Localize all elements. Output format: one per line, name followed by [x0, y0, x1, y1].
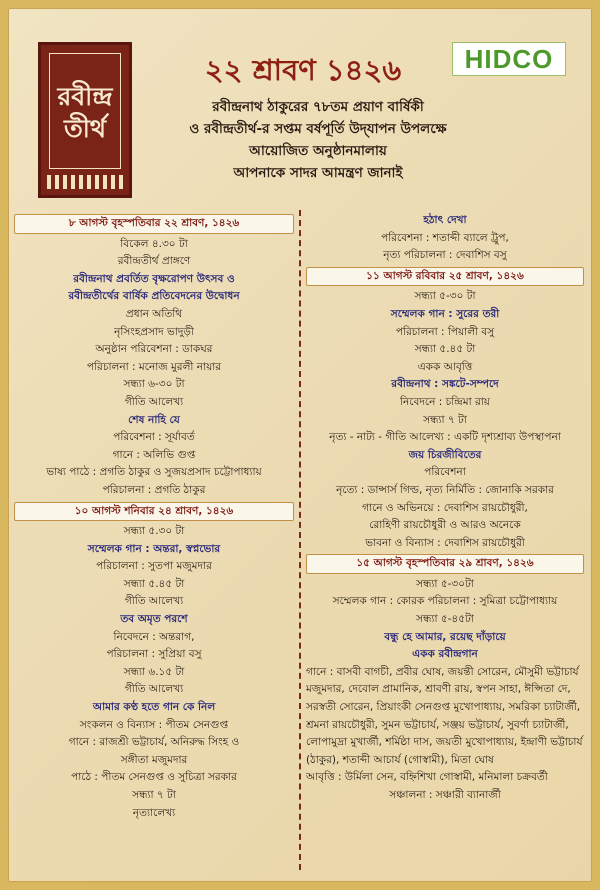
program-line: সন্ধ্যা ৬-৩০ টা	[123, 378, 185, 391]
program-line: সম্মেলক গান : কোরক পরিচালনা : সুমিত্রা চট্টোপাধ্যায়	[332, 595, 558, 608]
program-column-right	[306, 212, 584, 805]
program-line: রোহিণী রায়চৌধুরী ও আরও অনেকে	[369, 519, 521, 532]
program-line: নৃত্য পরিচালনা : দেবাশিস বসু	[383, 249, 507, 262]
intro-line: রবীন্দ্রনাথ ঠাকুরের ৭৮তম প্রয়াণ বার্ষিকী	[212, 99, 424, 115]
intro-line: ও রবীন্দ্রতীর্থ-র সপ্তম বর্ষপূর্তি উদ্‌যাপন উপলক্ষে	[189, 121, 447, 137]
date-band: ১১ আগস্ট রবিবার ২৫ শ্রাবণ, ১৪২৬	[306, 267, 584, 287]
program-line: পাঠে : পীতম সেনগুপ্ত ও সুচিত্রা সরকার	[71, 771, 237, 784]
program-line: পরিচালনা : পিয়ালী বসু	[395, 325, 495, 338]
date-band: ১০ আগস্ট শনিবার ২৪ শ্রাবণ, ১৪২৬	[14, 502, 294, 522]
program-line: সঙ্গীতা মজুমদার	[120, 753, 188, 766]
program-line: প্রধান অতিথি	[125, 307, 183, 320]
rabindratirtha-logo	[38, 42, 132, 198]
logo-text	[49, 53, 121, 169]
event-heading: হঠাৎ দেখা	[423, 214, 467, 226]
event-heading: রবীন্দ্রনাথ প্রবর্তিত বৃক্ষরোপণ উৎসব ও	[73, 272, 235, 285]
event-heading: সম্মেলক গান : অন্তরা, স্বপ্নভোর	[87, 542, 221, 555]
program-line: নৃত্যালেখ্য	[132, 806, 176, 819]
event-heading: সম্মেলক গান : সুরের তরী	[390, 307, 500, 320]
program-line: ভাবনা ও বিন্যাস : দেবাশিস রায়চৌধুরী	[365, 536, 525, 549]
program-line: সন্ধ্যা ৫-৪৫টা	[416, 613, 474, 626]
program-line: সন্ধ্যা ৫-৩০টা	[416, 577, 474, 590]
sponsor-logo: HIDCO	[452, 42, 566, 76]
program-line: সন্ধ্যা ৬.১৫ টা	[123, 665, 185, 678]
program-line: নৃত্যে : ডান্সার্স গিল্ড, নৃত্য নির্মিতি : জোনাকি সরকার	[336, 483, 554, 496]
program-line: নিবেদনে : অন্তরাগ,	[113, 630, 195, 643]
event-heading: তব অমৃত পরশে	[120, 613, 188, 626]
program-line: সন্ধ্যা ৭ টা	[132, 789, 176, 801]
event-heading: রবীন্দ্রতীর্থের বার্ষিক প্রতিবেদনের উদ্বোধন	[68, 290, 240, 303]
program-line: নিবেদনে : চন্দ্রিমা রায়	[400, 395, 490, 408]
event-heading: একক রবীন্দ্রগান	[412, 648, 478, 661]
logo-pattern-band	[47, 175, 123, 189]
program-line: ভাষ্য পাঠে : প্রগতি ঠাকুর ও সুজয়প্রসাদ চট্টোপাধ্যায়	[46, 466, 262, 479]
intro-text	[158, 96, 478, 184]
program-line: পরিবেশনা	[424, 466, 466, 479]
program-line: সন্ধ্যা ৫-৩০ টা	[414, 290, 476, 303]
program-line: পরিচালনা : প্রগতি ঠাকুর	[102, 483, 206, 496]
program-line: সন্ধ্যা ৫.৩০ টা	[123, 525, 185, 538]
program-line: পরিচালনা : সুতপা মজুমদার	[96, 560, 212, 573]
program-line: গানে ও অভিনয়ে : দেবাশিস রায়চৌধুরী,	[362, 501, 528, 514]
program-line: রবীন্দ্রতীর্থ প্রাঙ্গণে	[117, 255, 191, 268]
column-divider	[299, 210, 301, 870]
program-line: অনুষ্ঠান পরিবেশনা : ডাকঘর	[95, 343, 213, 356]
program-line: সঞ্চালনা : সঞ্চারী ব্যানার্জী	[389, 789, 501, 801]
program-line: সন্ধ্যা ৫.৪৫ টা	[414, 343, 476, 356]
event-heading: বন্ধু হে আমার, রয়েছ দাঁড়ায়ে	[384, 630, 506, 643]
event-heading: আমার কণ্ঠ হতে গান কে নিল	[92, 701, 216, 714]
program-column-left	[14, 212, 294, 822]
performer-list: আবৃত্তি : উর্মিলা সেন, বহ্নিশিখা গোস্বামী, মনিমালা চক্রবর্তী	[306, 771, 548, 784]
program-line: পরিবেশনা : শতাব্দী ব্যালে ট্রুপ,	[381, 231, 509, 244]
performer-list: গানে : বাসবী বাগচী, প্রবীর ঘোষ, জয়ন্তী সোরেন, মৌসুমী ভট্টাচার্য মজুমদার, দেবোল প্রামানিক, শ্রাবণী রায়, স্বপন সাহা, ঈপ্সিতা দে, সরস্বতী সোরেন, প্রিয়াংকী সেনগুপ্ত মুখোপাধ্যায়, সমরিকা চ্যাটার্জী, শ্রমনা রায়চৌধুরী, সুমন ভট্টাচার্য, সঞ্জয় ভট্টাচার্য, সুবর্ণা চ্যাটার্জী, লোপামুদ্রা মুখার্জী, শর্মিষ্ঠা দাস, জয়তী মুখোপাধ্যায়, ইন্দ্রাণী ভট্টাচার্য (ঠাকুর), শতাব্দী আচার্য (গোস্বামী), মিতা ঘোষ	[306, 665, 583, 766]
logo-text-line2: তীর্থ	[63, 114, 107, 143]
program-line: সন্ধ্যা ৫.৪৫ টা	[123, 577, 185, 590]
event-heading: শেষ নাহি যে	[128, 413, 180, 426]
program-line: পরিচালনা : মনোজ মুরলী নায়ার	[86, 360, 222, 373]
program-line: পরিচালনা : সুপ্রিয়া বসু	[106, 648, 202, 661]
program-line: গীতি আলেখ্য	[124, 395, 184, 408]
program-line: গীতি আলেখ্য	[124, 595, 184, 608]
program-line: গীতি আলেখ্য	[124, 683, 184, 696]
intro-line: আপনাকে সাদর আমন্ত্রণ জানাই	[233, 165, 403, 181]
date-band: ৮ আগস্ট বৃহস্পতিবার ২২ শ্রাবণ, ১৪২৬	[14, 214, 294, 234]
program-line: সন্ধ্যা ৭ টা	[423, 413, 467, 426]
date-band: ১৫ আগস্ট বৃহস্পতিবার ২৯ শ্রাবণ, ১৪২৬	[306, 554, 584, 574]
program-line: পরিবেশনা : সূর্যাবর্ত	[113, 431, 195, 444]
event-heading: রবীন্দ্রনাথ : সঙ্কটে-সম্পদে	[391, 378, 499, 391]
logo-text-line1: রবীন্দ্র	[57, 81, 113, 111]
header	[8, 8, 592, 208]
program-line: গানে : অলিভি গুপ্ত	[112, 448, 196, 461]
intro-line: আয়োজিত অনুষ্ঠানমালায়	[249, 143, 387, 159]
program-line: বিকেল ৪.৩০ টা	[120, 237, 188, 250]
program-line: নৃসিংহপ্রসাদ ভাদুড়ী	[114, 325, 194, 338]
program-line: একক আবৃত্তি	[417, 360, 473, 373]
program-line: গানে : রাজশ্রী ভট্টাচার্য, অনিরুদ্ধ সিংহ ও	[68, 736, 240, 749]
program-line: সংকলন ও বিন্যাস : পীতম সেনগুপ্ত	[79, 718, 229, 731]
event-heading: জয় চিরজীবিতের	[408, 448, 482, 461]
program-line: নৃত্য - নাট্য - গীতি আলেখ্য : একটি দৃশ্যশ্রাব্য উপস্থাপনা	[329, 431, 561, 444]
date-title: ২২ শ্রাবণ ১৪২৬	[204, 53, 402, 87]
